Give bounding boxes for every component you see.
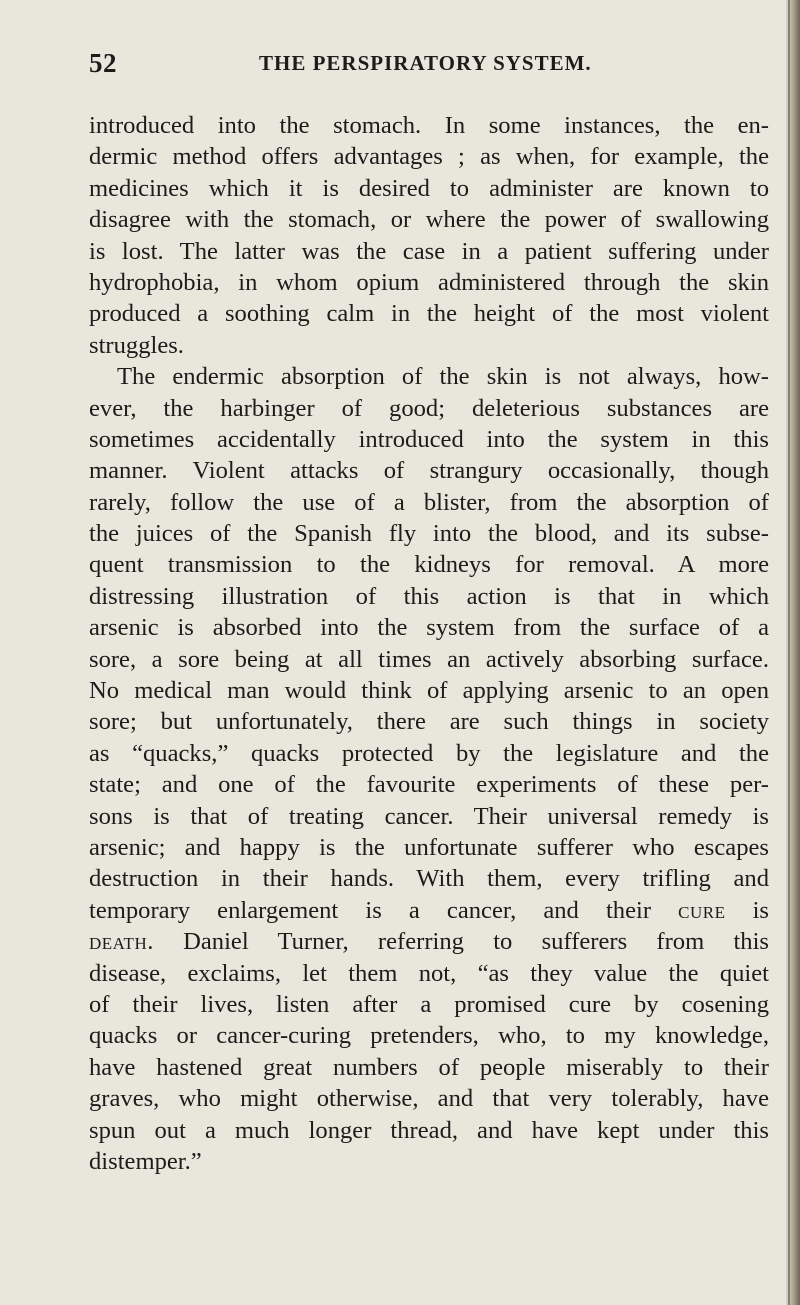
text-line: distemper.” [89,1147,202,1175]
page-number: 52 [89,48,117,78]
body-text [89,110,769,1177]
text-line: arsenic; and happy is the unfortunate sufferer who escapes [89,833,769,861]
text-line: sometimes accidentally introduced into the system in this [89,425,769,453]
small-caps-cure: cure [678,896,726,924]
text-segment: temporary enlargement is a cancer, and their [89,896,652,924]
text-line: spun out a much longer thread, and have kept under this [89,1116,769,1144]
text-line: sore; but unfortunately, there are such things in society [89,708,769,736]
text-line: ever, the harbinger of good; deleterious substances are [89,394,769,422]
text-line: hydrophobia, in whom opium administered through the skin [89,268,769,296]
text-line: rarely, follow the use of a blister, from the absorption of [89,488,769,516]
text-line: graves, who might otherwise, and that very tolerably, have [89,1085,769,1113]
text-line: introduced into the stomach. In some instances, the en- [89,112,769,139]
paragraph-start-line: The endermic absorption of the skin is not always, how- [117,363,769,391]
text-line: medicines which it is desired to administer are known to [89,174,769,202]
text-line: is lost. The latter was the case in a patient suffering under [89,237,769,265]
text-line: as “quacks,” quacks protected by the legislature and the [89,739,769,767]
text-line: death. Daniel Turner, referring to sufferers from this [89,928,769,956]
text-line: struggles. [89,331,184,359]
text-line-with-small-caps [89,895,769,926]
text-line: disease, exclaims, let them not, “as they value the quiet [89,959,769,987]
text-line: manner. Violent attacks of strangury occasionally, though [89,457,769,485]
text-line: state; and one of the favourite experiments of these per- [89,771,769,799]
running-head [89,48,769,88]
text-line: quacks or cancer-curing pretenders, who, to my knowledge, [89,1022,769,1050]
spine-edge [788,0,790,1305]
text-line: disagree with the stomach, or where the power of swallowing [89,206,769,234]
text-line: the juices of the Spanish fly into the blood, and its subse- [89,520,769,548]
text-line: destruction in their hands. With them, every trifling and [89,865,769,893]
text-line: sore, a sore being at all times an actively absorbing surface. [89,645,769,673]
text-line: of their lives, listen after a promised cure by cosening [89,990,769,1018]
text-line: sons is that of treating cancer. Their universal remedy is [89,802,769,830]
running-title: THE PERSPIRATORY SYSTEM. [259,51,592,75]
text-line: quent transmission to the kidneys for removal. A more [89,551,769,579]
text-line: dermic method offers advantages ; as when, for example, the [89,143,769,171]
text-line: produced a soothing calm in the height of the most violent [89,300,769,328]
text-line: distressing illustration of this action is that in which [89,582,769,610]
text-line: arsenic is absorbed into the system from the surface of a [89,614,769,642]
text-line: have hastened great numbers of people miserably to their [89,1053,769,1081]
text-segment: is [752,896,769,924]
text-line: No medical man would think of applying arsenic to an open [89,677,769,705]
